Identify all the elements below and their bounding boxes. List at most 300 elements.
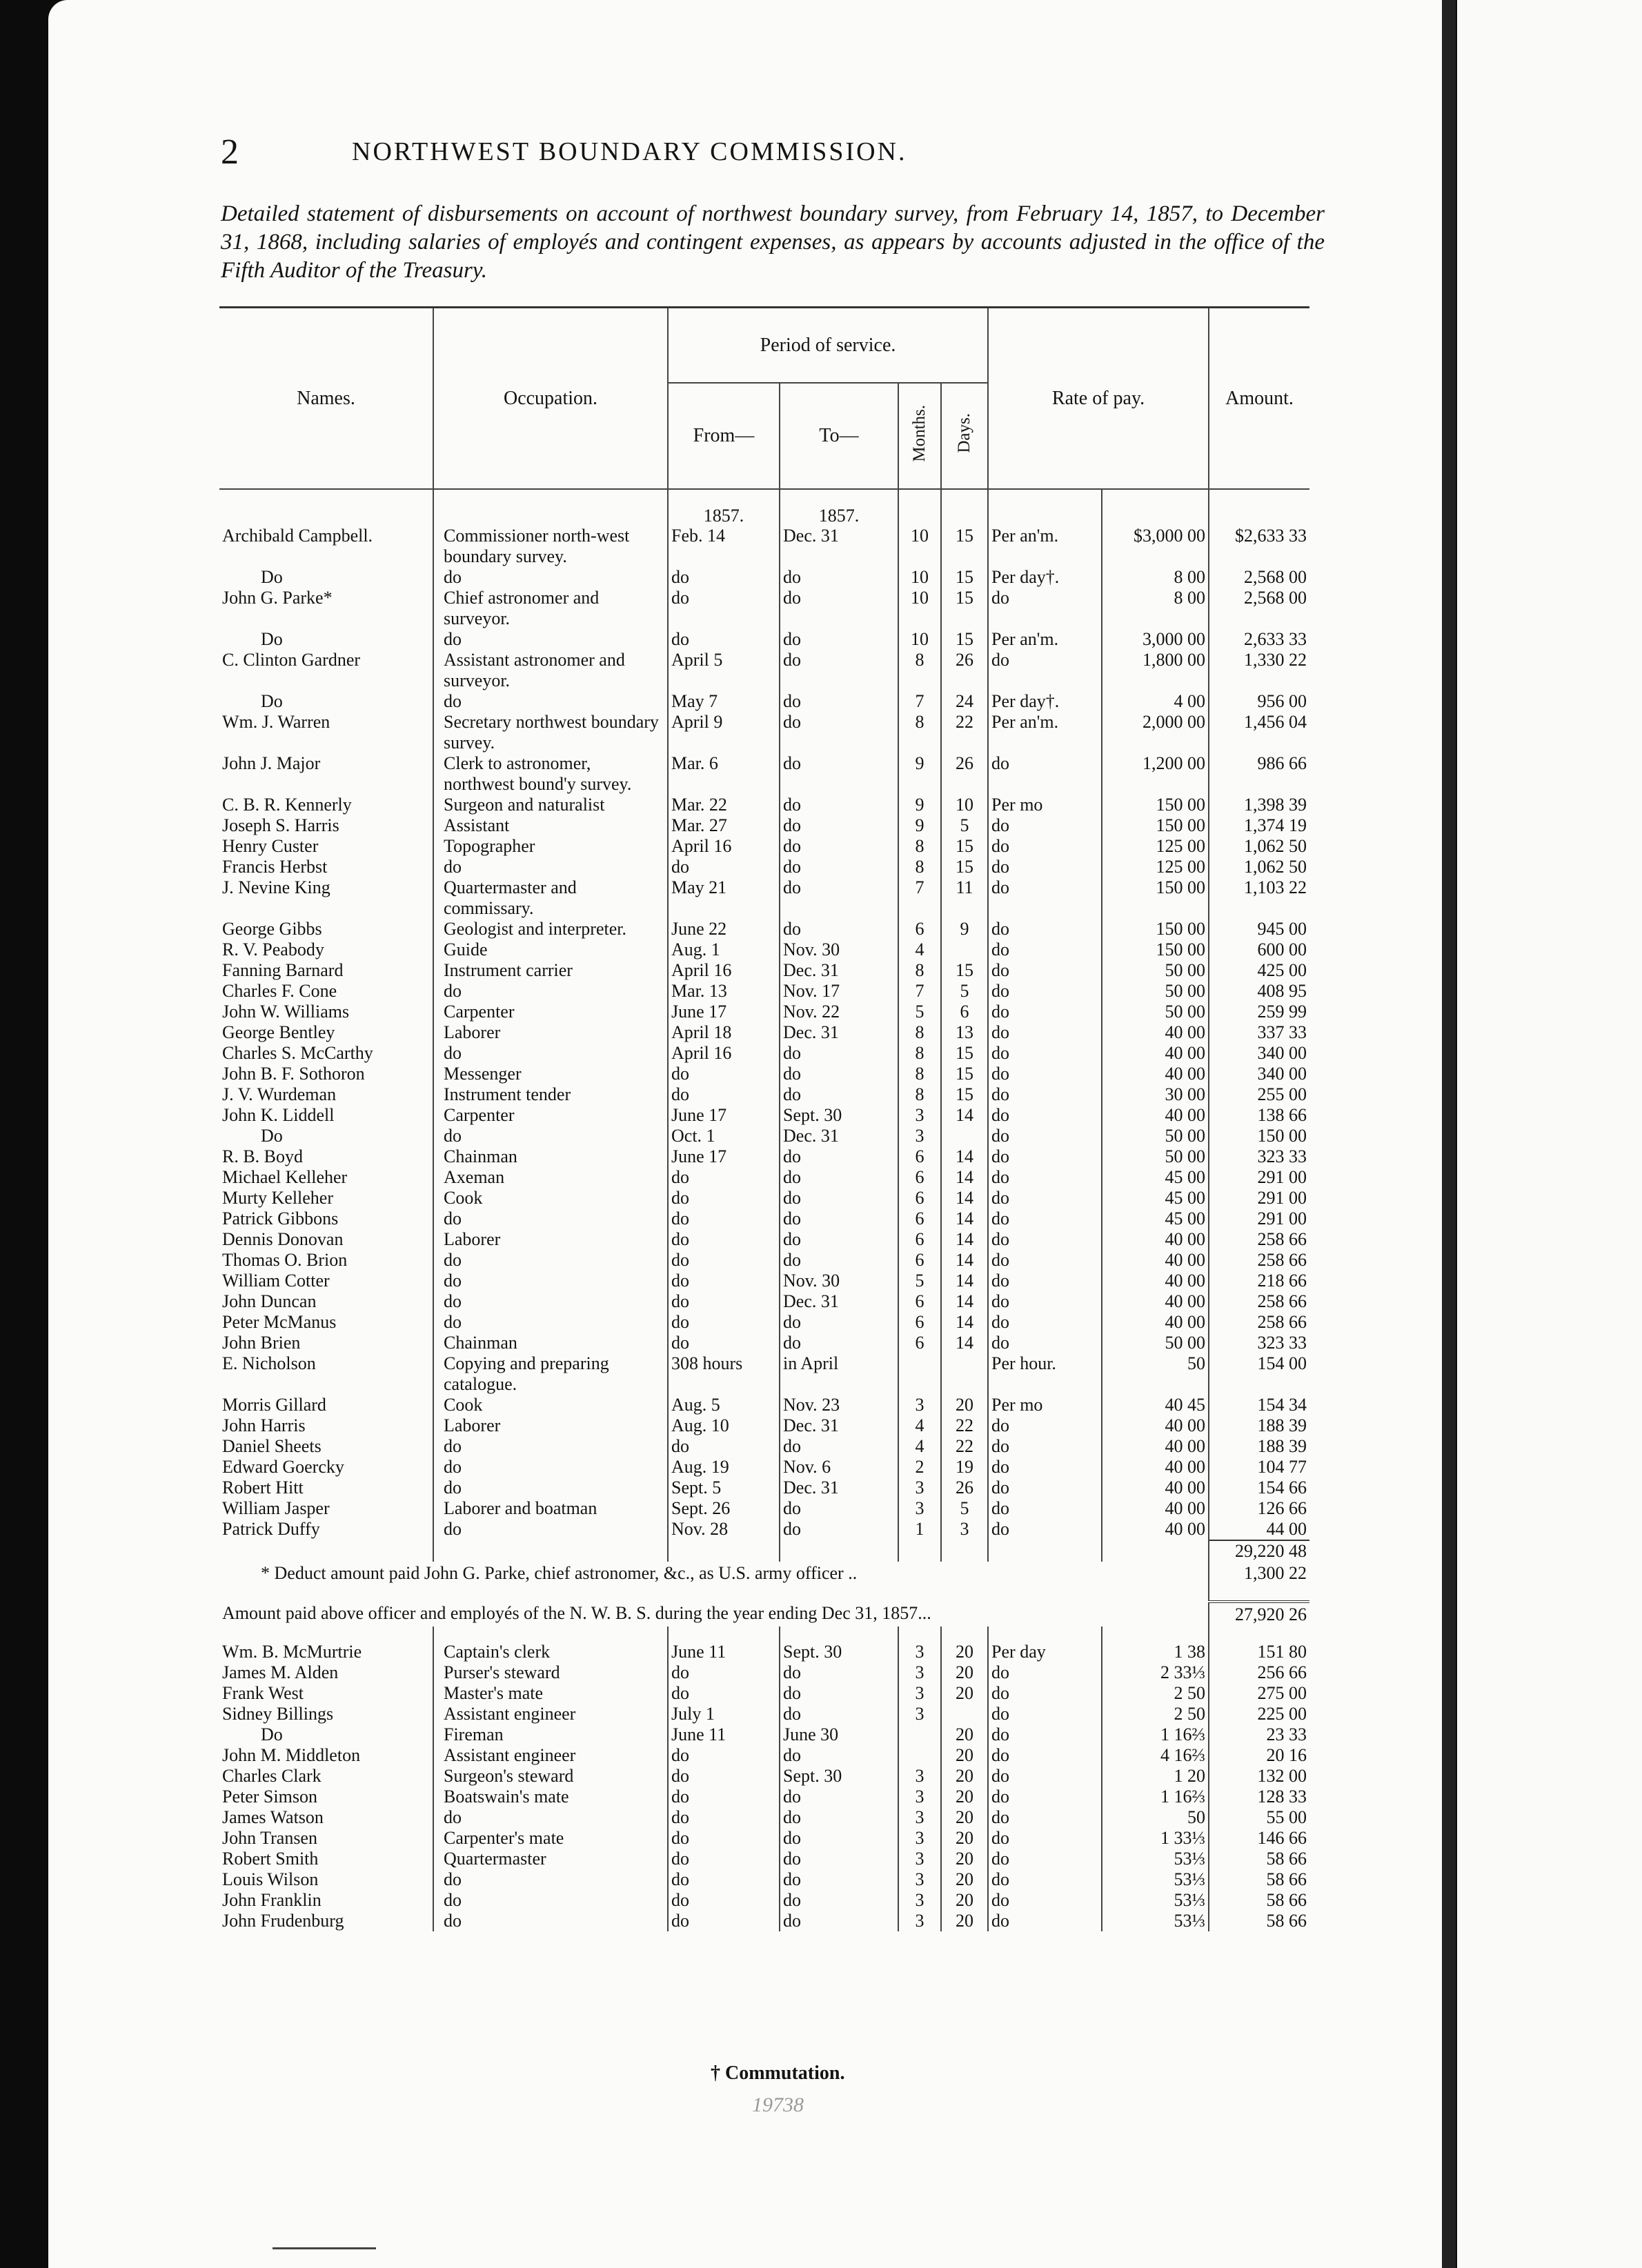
table-row bbox=[219, 1787, 1309, 1807]
row-occupation: Geologist and interpreter. bbox=[433, 919, 668, 939]
row-to: do bbox=[780, 1828, 898, 1849]
row-months: 8 bbox=[898, 960, 941, 981]
row-days: 20 bbox=[941, 1869, 988, 1890]
row-rate: do bbox=[988, 588, 1102, 629]
row-rate: do bbox=[988, 1043, 1102, 1064]
row-occupation: Messenger bbox=[433, 1064, 668, 1084]
row-name: James M. Alden bbox=[222, 1662, 339, 1682]
row-rate-value: 1 16⅔ bbox=[1102, 1724, 1209, 1745]
row-months bbox=[898, 1724, 941, 1745]
row-from: do bbox=[668, 1683, 780, 1704]
row-occupation: Assistant bbox=[433, 815, 668, 836]
row-months: 5 bbox=[898, 1002, 941, 1022]
row-occupation: Copying and preparing catalogue. bbox=[433, 1353, 668, 1395]
row-rate: do bbox=[988, 1415, 1102, 1436]
row-name: John Harris bbox=[222, 1415, 306, 1435]
row-rate-value: 1,200 00 bbox=[1102, 753, 1209, 795]
row-name: Edward Goercky bbox=[222, 1457, 344, 1477]
row-rate-value: 150 00 bbox=[1102, 795, 1209, 815]
row-months: 3 bbox=[898, 1105, 941, 1126]
row-rate: do bbox=[988, 1229, 1102, 1250]
table-row bbox=[219, 1662, 1309, 1683]
row-rate: do bbox=[988, 1766, 1102, 1787]
row-days bbox=[941, 1353, 988, 1395]
row-rate: do bbox=[988, 1890, 1102, 1911]
row-from: do bbox=[668, 1188, 780, 1208]
row-months: 3 bbox=[898, 1911, 941, 1931]
row-occupation: do bbox=[433, 1291, 668, 1312]
row-rate: Per day bbox=[988, 1642, 1102, 1662]
table-row bbox=[219, 919, 1309, 939]
row-rate: do bbox=[988, 919, 1102, 939]
table-row bbox=[219, 795, 1309, 815]
row-amount: 154 34 bbox=[1209, 1395, 1309, 1415]
above-total-row bbox=[219, 1602, 1309, 1627]
table-row bbox=[219, 1333, 1309, 1353]
row-rate-value: 40 00 bbox=[1102, 1457, 1209, 1478]
row-rate-value: 40 00 bbox=[1102, 1043, 1209, 1064]
row-days: 20 bbox=[941, 1662, 988, 1683]
table-row bbox=[219, 1457, 1309, 1478]
row-days: 20 bbox=[941, 1787, 988, 1807]
row-occupation: Quartermaster bbox=[433, 1849, 668, 1869]
table-row bbox=[219, 1250, 1309, 1271]
row-amount: 55 00 bbox=[1209, 1807, 1309, 1828]
row-name: Francis Herbst bbox=[222, 857, 328, 877]
row-months: 10 bbox=[898, 629, 941, 650]
row-months: 6 bbox=[898, 1188, 941, 1208]
row-to: Sept. 30 bbox=[780, 1766, 898, 1787]
table-row bbox=[219, 1146, 1309, 1167]
row-amount: 291 00 bbox=[1209, 1208, 1309, 1229]
row-months: 5 bbox=[898, 1271, 941, 1291]
header-to: To— bbox=[780, 383, 898, 489]
row-name: John W. Williams bbox=[222, 1002, 350, 1022]
row-amount: 146 66 bbox=[1209, 1828, 1309, 1849]
table-row bbox=[219, 1415, 1309, 1436]
row-from: July 1 bbox=[668, 1704, 780, 1724]
header-months: Months. bbox=[898, 383, 941, 489]
row-days: 20 bbox=[941, 1766, 988, 1787]
row-occupation: Clerk to astronomer, northwest bound'y survey. bbox=[433, 753, 668, 795]
row-months: 3 bbox=[898, 1890, 941, 1911]
row-from: Nov. 28 bbox=[668, 1519, 780, 1540]
row-days: 15 bbox=[941, 1064, 988, 1084]
row-months: 7 bbox=[898, 877, 941, 919]
table-row bbox=[219, 1745, 1309, 1766]
row-rate: do bbox=[988, 981, 1102, 1002]
row-from: May 7 bbox=[668, 691, 780, 712]
row-rate-value: 40 00 bbox=[1102, 1478, 1209, 1498]
row-days: 22 bbox=[941, 1436, 988, 1457]
row-rate: do bbox=[988, 960, 1102, 981]
row-occupation: Fireman bbox=[433, 1724, 668, 1745]
table-row bbox=[219, 1291, 1309, 1312]
row-amount: 255 00 bbox=[1209, 1084, 1309, 1105]
row-occupation: do bbox=[433, 1250, 668, 1271]
row-occupation: Carpenter bbox=[433, 1002, 668, 1022]
row-occupation: do bbox=[433, 1436, 668, 1457]
table-row bbox=[219, 588, 1309, 629]
row-rate-value: 53⅓ bbox=[1102, 1890, 1209, 1911]
row-amount: 340 00 bbox=[1209, 1043, 1309, 1064]
row-occupation: Laborer bbox=[433, 1022, 668, 1043]
row-name: Sidney Billings bbox=[222, 1704, 334, 1724]
year-from: 1857. bbox=[668, 506, 780, 526]
row-from: do bbox=[668, 1807, 780, 1828]
row-months: 8 bbox=[898, 857, 941, 877]
row-to: do bbox=[780, 815, 898, 836]
row-amount: 956 00 bbox=[1209, 691, 1309, 712]
row-amount: 2,568 00 bbox=[1209, 567, 1309, 588]
row-name: George Bentley bbox=[222, 1022, 335, 1042]
row-from: April 16 bbox=[668, 836, 780, 857]
row-days: 14 bbox=[941, 1271, 988, 1291]
row-rate-value: 150 00 bbox=[1102, 939, 1209, 960]
row-rate: Per day†. bbox=[988, 567, 1102, 588]
row-amount: 104 77 bbox=[1209, 1457, 1309, 1478]
row-days: 14 bbox=[941, 1229, 988, 1250]
row-days: 14 bbox=[941, 1333, 988, 1353]
table-row bbox=[219, 1271, 1309, 1291]
row-to: Nov. 30 bbox=[780, 939, 898, 960]
table-row bbox=[219, 1208, 1309, 1229]
row-rate: do bbox=[988, 877, 1102, 919]
row-rate: do bbox=[988, 1250, 1102, 1271]
row-occupation: do bbox=[433, 1890, 668, 1911]
row-amount: 1,103 22 bbox=[1209, 877, 1309, 919]
row-name: Daniel Sheets bbox=[222, 1436, 322, 1456]
above-note: Amount paid above officer and employés of the N. W. B. S. during the year ending Dec 31, 1857... bbox=[222, 1603, 931, 1623]
row-rate-value: 45 00 bbox=[1102, 1208, 1209, 1229]
row-from: June 17 bbox=[668, 1146, 780, 1167]
table-row bbox=[219, 1498, 1309, 1519]
row-from: May 21 bbox=[668, 877, 780, 919]
row-to: Nov. 23 bbox=[780, 1395, 898, 1415]
row-rate: do bbox=[988, 1478, 1102, 1498]
row-name: J. V. Wurdeman bbox=[222, 1084, 337, 1104]
row-name: Robert Smith bbox=[222, 1849, 319, 1869]
row-occupation: Axeman bbox=[433, 1167, 668, 1188]
row-to: do bbox=[780, 1188, 898, 1208]
row-from: do bbox=[668, 1911, 780, 1931]
table-row bbox=[219, 960, 1309, 981]
disbursement-table bbox=[219, 308, 1309, 1931]
row-days: 15 bbox=[941, 1084, 988, 1105]
row-from: do bbox=[668, 1084, 780, 1105]
row-amount: 188 39 bbox=[1209, 1415, 1309, 1436]
row-name: John B. F. Sothoron bbox=[222, 1064, 365, 1084]
row-name: Joseph S. Harris bbox=[222, 815, 339, 835]
row-rate-value: 40 00 bbox=[1102, 1022, 1209, 1043]
row-occupation: Assistant astronomer and surveyor. bbox=[433, 650, 668, 691]
table-row bbox=[219, 1683, 1309, 1704]
row-to: Sept. 30 bbox=[780, 1105, 898, 1126]
row-amount: 150 00 bbox=[1209, 1126, 1309, 1146]
row-from: do bbox=[668, 1436, 780, 1457]
row-occupation: do bbox=[433, 1126, 668, 1146]
row-rate-value: 45 00 bbox=[1102, 1188, 1209, 1208]
row-amount: 58 66 bbox=[1209, 1890, 1309, 1911]
row-days: 20 bbox=[941, 1828, 988, 1849]
header-period: Period of service. bbox=[668, 308, 988, 383]
row-to: do bbox=[780, 691, 898, 712]
row-from: April 16 bbox=[668, 1043, 780, 1064]
row-to: do bbox=[780, 588, 898, 629]
table-row bbox=[219, 629, 1309, 650]
row-name: Charles Clark bbox=[222, 1766, 322, 1786]
row-from: do bbox=[668, 1271, 780, 1291]
row-amount: 291 00 bbox=[1209, 1188, 1309, 1208]
row-to: do bbox=[780, 836, 898, 857]
row-rate: do bbox=[988, 1683, 1102, 1704]
row-occupation: Boatswain's mate bbox=[433, 1787, 668, 1807]
row-days: 26 bbox=[941, 753, 988, 795]
row-amount: 945 00 bbox=[1209, 919, 1309, 939]
row-occupation: Master's mate bbox=[433, 1683, 668, 1704]
row-months bbox=[898, 1353, 941, 1395]
row-rate-value: 40 00 bbox=[1102, 1312, 1209, 1333]
row-rate-value: 40 45 bbox=[1102, 1395, 1209, 1415]
row-rate: Per an'm. bbox=[988, 629, 1102, 650]
table-row bbox=[219, 691, 1309, 712]
row-rate: do bbox=[988, 1333, 1102, 1353]
table-row bbox=[219, 1229, 1309, 1250]
row-to: Sept. 30 bbox=[780, 1642, 898, 1662]
row-name: Morris Gillard bbox=[222, 1395, 326, 1415]
row-rate-value: 2 33⅓ bbox=[1102, 1662, 1209, 1683]
row-from: do bbox=[668, 567, 780, 588]
row-amount: 1,374 19 bbox=[1209, 815, 1309, 836]
row-months: 9 bbox=[898, 815, 941, 836]
row-name: Do bbox=[261, 1724, 283, 1744]
row-days: 11 bbox=[941, 877, 988, 919]
row-from: Mar. 22 bbox=[668, 795, 780, 815]
row-amount: 256 66 bbox=[1209, 1662, 1309, 1683]
row-occupation: do bbox=[433, 857, 668, 877]
row-rate: Per an'm. bbox=[988, 526, 1102, 567]
row-rate-value: 3,000 00 bbox=[1102, 629, 1209, 650]
row-to: do bbox=[780, 1890, 898, 1911]
row-occupation: Quartermaster and commissary. bbox=[433, 877, 668, 919]
row-occupation: Secretary northwest boundary survey. bbox=[433, 712, 668, 753]
row-to: June 30 bbox=[780, 1724, 898, 1745]
row-to: Dec. 31 bbox=[780, 1478, 898, 1498]
row-from: do bbox=[668, 1787, 780, 1807]
row-rate-value: 50 00 bbox=[1102, 1002, 1209, 1022]
row-months: 4 bbox=[898, 1436, 941, 1457]
row-days: 20 bbox=[941, 1745, 988, 1766]
row-amount: 20 16 bbox=[1209, 1745, 1309, 1766]
row-days: 20 bbox=[941, 1683, 988, 1704]
row-to: do bbox=[780, 1436, 898, 1457]
row-to: Nov. 6 bbox=[780, 1457, 898, 1478]
row-rate: do bbox=[988, 815, 1102, 836]
row-months: 3 bbox=[898, 1662, 941, 1683]
row-rate-value: $3,000 00 bbox=[1102, 526, 1209, 567]
row-days: 22 bbox=[941, 712, 988, 753]
row-months: 3 bbox=[898, 1683, 941, 1704]
row-days: 15 bbox=[941, 960, 988, 981]
row-days: 5 bbox=[941, 815, 988, 836]
row-rate: Per an'm. bbox=[988, 712, 1102, 753]
row-from: April 18 bbox=[668, 1022, 780, 1043]
row-months: 7 bbox=[898, 691, 941, 712]
row-rate-value: 8 00 bbox=[1102, 588, 1209, 629]
row-occupation: do bbox=[433, 629, 668, 650]
row-months: 9 bbox=[898, 795, 941, 815]
row-name: Patrick Duffy bbox=[222, 1519, 320, 1539]
table-row bbox=[219, 1519, 1309, 1540]
row-name: Wm. J. Warren bbox=[222, 712, 330, 732]
row-rate: do bbox=[988, 1911, 1102, 1931]
row-rate-value: 40 00 bbox=[1102, 1291, 1209, 1312]
row-rate-value: 40 00 bbox=[1102, 1415, 1209, 1436]
row-amount: 225 00 bbox=[1209, 1704, 1309, 1724]
row-occupation: do bbox=[433, 1911, 668, 1931]
row-occupation: Cook bbox=[433, 1188, 668, 1208]
row-months: 10 bbox=[898, 526, 941, 567]
row-occupation: do bbox=[433, 981, 668, 1002]
row-occupation: Laborer and boatman bbox=[433, 1498, 668, 1519]
row-amount: 151 80 bbox=[1209, 1642, 1309, 1662]
header-rate: Rate of pay. bbox=[988, 308, 1209, 489]
row-rate-value: 125 00 bbox=[1102, 857, 1209, 877]
row-days: 15 bbox=[941, 588, 988, 629]
header-names: Names. bbox=[297, 387, 355, 409]
row-from: do bbox=[668, 1333, 780, 1353]
row-rate: do bbox=[988, 1807, 1102, 1828]
row-from: do bbox=[668, 1208, 780, 1229]
row-days: 20 bbox=[941, 1890, 988, 1911]
row-from: Mar. 27 bbox=[668, 815, 780, 836]
row-days: 5 bbox=[941, 981, 988, 1002]
row-rate-value: 4 16⅔ bbox=[1102, 1745, 1209, 1766]
row-to: do bbox=[780, 1498, 898, 1519]
row-days: 13 bbox=[941, 1022, 988, 1043]
row-rate-value: 4 00 bbox=[1102, 691, 1209, 712]
row-from: 308 hours bbox=[668, 1353, 780, 1395]
row-name: R. B. Boyd bbox=[222, 1146, 304, 1166]
row-rate: do bbox=[988, 753, 1102, 795]
row-to: do bbox=[780, 1911, 898, 1931]
row-months: 3 bbox=[898, 1828, 941, 1849]
row-rate: do bbox=[988, 1291, 1102, 1312]
row-from: Aug. 5 bbox=[668, 1395, 780, 1415]
row-to: Dec. 31 bbox=[780, 526, 898, 567]
row-months: 9 bbox=[898, 753, 941, 795]
row-rate: do bbox=[988, 1869, 1102, 1890]
table-row bbox=[219, 1807, 1309, 1828]
row-days: 22 bbox=[941, 1415, 988, 1436]
row-from: June 11 bbox=[668, 1642, 780, 1662]
row-days: 20 bbox=[941, 1724, 988, 1745]
row-rate-value: 150 00 bbox=[1102, 919, 1209, 939]
row-from: do bbox=[668, 1064, 780, 1084]
row-days: 3 bbox=[941, 1519, 988, 1540]
row-from: June 17 bbox=[668, 1002, 780, 1022]
row-days: 14 bbox=[941, 1208, 988, 1229]
table-row bbox=[219, 1869, 1309, 1890]
row-rate: do bbox=[988, 1167, 1102, 1188]
row-occupation: Carpenter's mate bbox=[433, 1828, 668, 1849]
row-name: Michael Kelleher bbox=[222, 1167, 348, 1187]
row-name: John G. Parke* bbox=[222, 588, 333, 608]
row-rate-value: 40 00 bbox=[1102, 1250, 1209, 1271]
row-name: E. Nicholson bbox=[222, 1353, 316, 1373]
row-rate-value: 40 00 bbox=[1102, 1229, 1209, 1250]
year-to: 1857. bbox=[780, 506, 898, 526]
row-amount: 275 00 bbox=[1209, 1683, 1309, 1704]
row-from: Feb. 14 bbox=[668, 526, 780, 567]
row-rate-value: 125 00 bbox=[1102, 836, 1209, 857]
row-to: Nov. 30 bbox=[780, 1271, 898, 1291]
table-row bbox=[219, 526, 1309, 567]
row-occupation: do bbox=[433, 1208, 668, 1229]
row-months: 1 bbox=[898, 1519, 941, 1540]
row-amount: 44 00 bbox=[1209, 1519, 1309, 1540]
row-to: do bbox=[780, 1787, 898, 1807]
row-months: 8 bbox=[898, 1064, 941, 1084]
row-occupation: Instrument tender bbox=[433, 1084, 668, 1105]
row-rate: do bbox=[988, 1312, 1102, 1333]
row-to: do bbox=[780, 1146, 898, 1167]
row-amount: 258 66 bbox=[1209, 1250, 1309, 1271]
row-days: 15 bbox=[941, 1043, 988, 1064]
page-mark bbox=[273, 2247, 376, 2249]
row-months: 10 bbox=[898, 567, 941, 588]
row-amount: $2,633 33 bbox=[1209, 526, 1309, 567]
row-days: 14 bbox=[941, 1105, 988, 1126]
row-from: do bbox=[668, 1745, 780, 1766]
header-days: Days. bbox=[941, 383, 988, 489]
row-from: April 9 bbox=[668, 712, 780, 753]
row-months: 3 bbox=[898, 1807, 941, 1828]
row-from: do bbox=[668, 1828, 780, 1849]
row-amount: 218 66 bbox=[1209, 1271, 1309, 1291]
row-rate: do bbox=[988, 1436, 1102, 1457]
row-amount: 154 66 bbox=[1209, 1478, 1309, 1498]
row-to: do bbox=[780, 1662, 898, 1683]
row-to: Dec. 31 bbox=[780, 1022, 898, 1043]
table-row bbox=[219, 1002, 1309, 1022]
row-from: do bbox=[668, 1229, 780, 1250]
row-days: 14 bbox=[941, 1312, 988, 1333]
row-amount: 23 33 bbox=[1209, 1724, 1309, 1745]
row-rate-value: 30 00 bbox=[1102, 1084, 1209, 1105]
row-name: Do bbox=[261, 691, 283, 711]
row-name: John Transen bbox=[222, 1828, 317, 1848]
row-months: 6 bbox=[898, 1167, 941, 1188]
row-from: Mar. 6 bbox=[668, 753, 780, 795]
row-amount: 323 33 bbox=[1209, 1333, 1309, 1353]
row-rate: do bbox=[988, 1105, 1102, 1126]
row-days bbox=[941, 1126, 988, 1146]
row-occupation: do bbox=[433, 1869, 668, 1890]
row-rate-value: 53⅓ bbox=[1102, 1911, 1209, 1931]
table-row bbox=[219, 1436, 1309, 1457]
row-months: 6 bbox=[898, 1208, 941, 1229]
footnote: † Commutation. bbox=[711, 2062, 845, 2084]
row-months: 8 bbox=[898, 650, 941, 691]
deduct-row bbox=[219, 1562, 1309, 1585]
row-amount: 138 66 bbox=[1209, 1105, 1309, 1126]
row-amount: 1,398 39 bbox=[1209, 795, 1309, 815]
table-row bbox=[219, 1911, 1309, 1931]
table-row bbox=[219, 1724, 1309, 1745]
row-rate: do bbox=[988, 1146, 1102, 1167]
table-row bbox=[219, 1766, 1309, 1787]
